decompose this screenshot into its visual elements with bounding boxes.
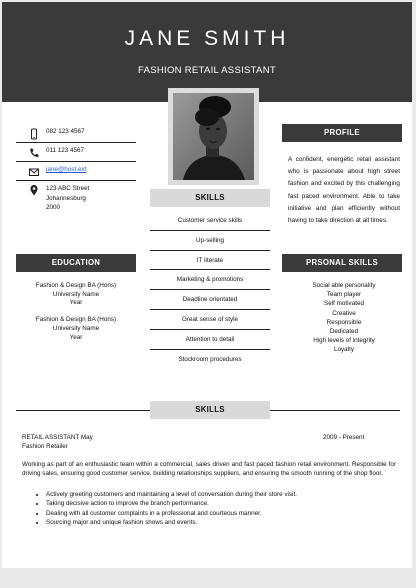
degree: Fashion & Design BA (Hons) <box>35 316 117 324</box>
profile-text: A confident, energetic retail assistant who is passionate about high street fashion and excited by this challenging fast paced environment. Able to take initiative and plan efficiently without having to take direction at all times. <box>288 156 400 225</box>
address-block <box>46 184 89 213</box>
skill-item: Marketing & promotions <box>150 270 270 290</box>
profile-photo-frame <box>168 88 259 185</box>
university: University Name <box>52 324 100 332</box>
address-line: 123 ABC Street <box>46 185 90 192</box>
education-entry <box>16 282 136 308</box>
address-line: 2000 <box>46 204 61 211</box>
profile-heading: PROFILE <box>282 124 402 142</box>
mobile-phone-icon <box>28 128 40 140</box>
education-entry <box>16 316 136 342</box>
skill-item: Customer service skills <box>150 211 270 231</box>
envelope-icon <box>28 166 40 178</box>
skill-item: Stockroom procedures <box>178 355 242 363</box>
university: University Name <box>52 290 100 298</box>
skill-item: Deadline orientated <box>150 290 270 310</box>
skill-item: IT literate <box>150 251 270 271</box>
resume-page <box>2 2 412 568</box>
skills-heading: SKILLS <box>150 189 270 207</box>
personal-skill-item: Responsible <box>326 318 362 326</box>
experience-heading: SKILLS <box>150 401 270 419</box>
personal-skill-item: Self motivated <box>324 300 364 308</box>
personal-skill-item: Social able personality <box>312 282 376 289</box>
education-list <box>16 282 136 350</box>
job-summary: Working as part of an enthusiastic team within a commercial, sales driven and fast paced fashion retail environment. Responsible for driving sales, ensuring good customer service, building relationships suppliers, and ensuring the smooth running of the shop floor. <box>22 461 396 477</box>
job-duty-item: • Actively greeting customers and maintaining a level of conversation during their store visit. <box>46 491 306 500</box>
job-duties-list <box>36 491 306 528</box>
skill-item: Attention to detail <box>150 330 270 350</box>
job-company: Fashion Retailer <box>22 443 68 450</box>
job-title: RETAIL ASSISTANT May <box>22 434 93 441</box>
job-duty-item: • Taking decisive action to improve the branch performance. <box>46 500 306 509</box>
personal-skill-item: Creative <box>332 309 356 317</box>
personal-skill-item: Dedicated <box>329 328 359 336</box>
skill-item: Up-selling <box>150 231 270 251</box>
contact-email <box>16 162 136 181</box>
email-link[interactable]: jane@host.ext <box>46 166 87 173</box>
header-banner <box>2 2 412 102</box>
phone-mobile-value: 082 123 4567 <box>46 128 85 135</box>
education-heading: EDUCATION <box>16 254 136 272</box>
degree: Fashion & Design BA (Hons) <box>35 282 117 289</box>
personal-skill-item: Team player <box>326 291 362 299</box>
year: Year <box>69 333 83 341</box>
skills-list <box>150 211 270 368</box>
profile-photo <box>173 93 254 180</box>
personal-skill-item: Loyalty <box>334 346 354 354</box>
telephone-icon <box>28 147 40 159</box>
contact-mobile <box>16 124 136 143</box>
year: Year <box>69 299 83 307</box>
phone-landline-value: 011 123 4567 <box>46 147 85 154</box>
personal-skill-item: High levels of integrity <box>313 337 375 345</box>
candidate-name: JANE SMITH <box>124 27 290 50</box>
contact-phone <box>16 143 136 162</box>
job-duty-item: • Sourcing major and unique fashion shows and events. <box>46 519 306 528</box>
location-pin-icon <box>29 184 39 196</box>
skill-item: Great sense of style <box>150 310 270 330</box>
job-dates: 2009 - Present <box>323 434 365 441</box>
job-title-subtitle: FASHION RETAIL ASSISTANT <box>138 65 276 76</box>
address-line: Johannesburg <box>46 194 86 202</box>
personal-skills-heading: PRSONAL SKILLS <box>282 254 402 272</box>
job-duty-item: • Dealing with all customer complaints in a professional and courteous manner. <box>46 510 306 519</box>
personal-skills-list <box>284 281 404 355</box>
